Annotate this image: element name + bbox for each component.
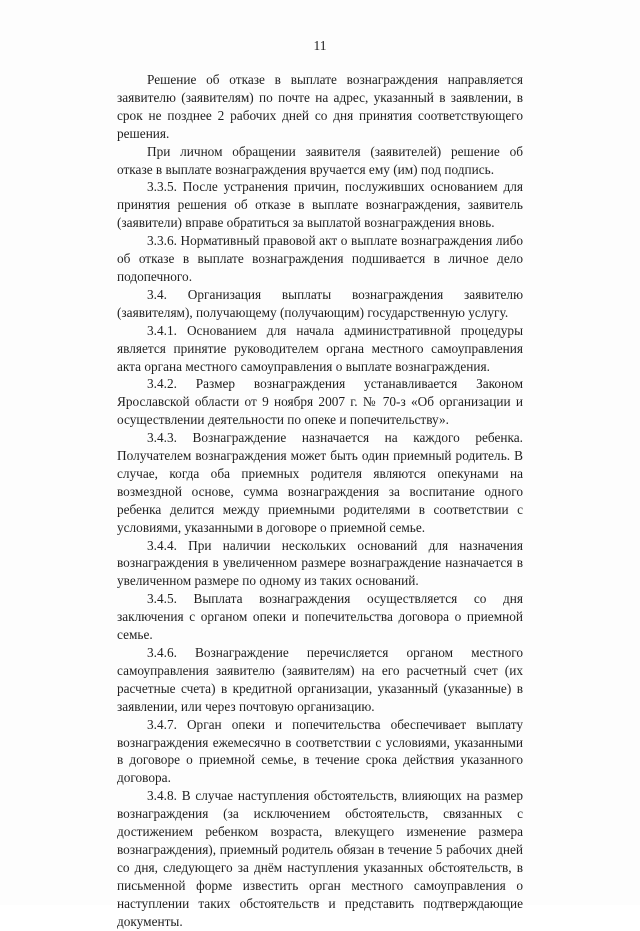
paragraph-3-4-7: 3.4.7. Орган опеки и попечительства обеспечивает выплату вознаграждения ежемесячно в соответствии с условиями, указанными в договоре о приемной семье, в течение срока действия указанного договора.: [117, 716, 523, 786]
paragraph-3-4-1: 3.4.1. Основанием для начала административной процедуры является принятие руководителем органа местного самоуправления акта органа местного самоуправления о выплате вознаграждения.: [117, 322, 523, 374]
paragraph-3-4-6: 3.4.6. Вознаграждение перечисляется органом местного самоуправления заявителю (заявителям) на его расчетный счет (их расчетные счета) в кредитной организации, указанный (указанные) в заявлении, или через почтовую организацию.: [117, 645, 523, 714]
paragraph-3-4-2: 3.4.2. Размер вознаграждения устанавливается Законом Ярославской области от 9 ноября 2007 г. № 70-з «Об организации и осуществлении деятельности по опеке и попечительству».: [117, 376, 523, 428]
paragraph-3-3-6: 3.3.6. Нормативный правовой акт о выплате вознаграждения либо об отказе в выплате вознаграждения подшивается в личное дело подопечного.: [117, 233, 523, 284]
paragraph-3-4-8: 3.4.8. В случае наступления обстоятельств, влияющих на размер вознаграждения (за исключением обстоятельств, связанных с достижением ребенком возраста, влекущего изменение размера вознаграждения), приемный родитель обязан в течение 5 рабочих дней со дня, следующего за днём наступления указанных обстоятельств, в письменной форме известить орган местного самоуправления о наступлении таких обстоятельств и представить подтверждающие документы.: [117, 788, 523, 929]
document-body: [117, 71, 523, 931]
paragraph-personal-appeal: При личном обращении заявителя (заявителей) решение об отказе в выплате вознаграждения вручается ему (им) под подпись.: [117, 143, 523, 177]
paragraph-3-3-5: 3.3.5. После устранения причин, послуживших основанием для принятия решения об отказе в выплате вознаграждения, заявитель (заявители) вправе обратиться за выплатой вознаграждения вновь.: [117, 179, 523, 231]
paragraph-refusal-notice: Решение об отказе в выплате вознаграждения направляется заявителю (заявителям) по почте на адрес, указанный в заявлении, в срок не позднее 2 рабочих дней со дня принятия соответствующего решения.: [117, 72, 523, 141]
paragraph-3-4-4: 3.4.4. При наличии нескольких оснований для назначения вознаграждения в увеличенном размере вознаграждение назначается в увеличенном размере по одному из таких оснований.: [117, 537, 523, 589]
paragraph-3-4-5: 3.4.5. Выплата вознаграждения осуществляется со дня заключения с органом опеки и попечительства договора о приемной семье.: [117, 591, 523, 643]
page-number: 11: [313, 38, 327, 53]
paragraph-3-4: 3.4. Организация выплаты вознаграждения заявителю (заявителям), получающему (получающим) государственную услугу.: [117, 286, 523, 320]
paragraph-3-4-3: 3.4.3. Вознаграждение назначается на каждого ребенка. Получателем вознаграждения может быть один приемный родитель. В случае, когда оба приемных родителя являются опекунами на возмездной основе, сумма вознаграждения за воспитание одного ребенка делится между приемными родителями в соответствии с условиями, указанными в договоре о приемной семье.: [117, 430, 523, 535]
